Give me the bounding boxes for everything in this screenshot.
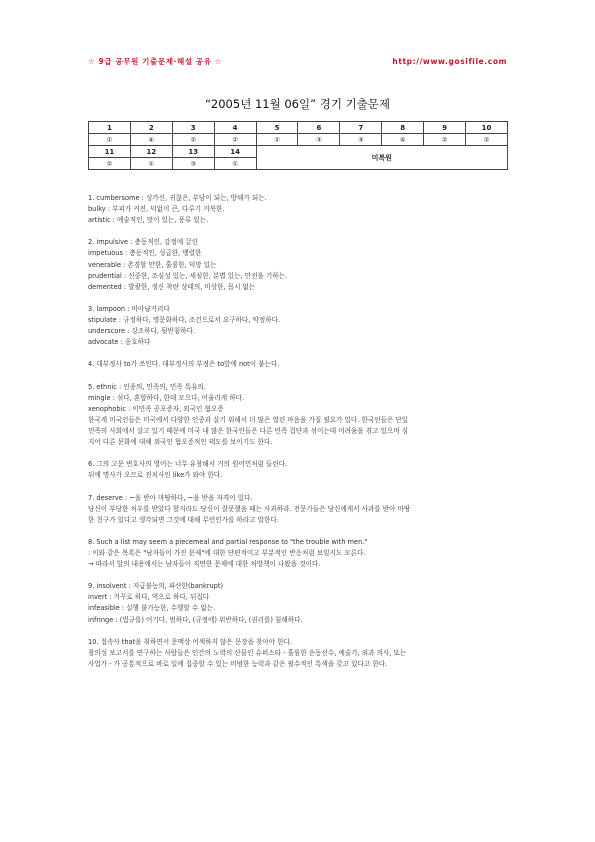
explanation-line: 2. impulsive : 충동적인, 감정에 끌린 xyxy=(88,238,199,247)
explanation-line: 당신이 부당한 처우를 받았다 할지라도 당신이 잘못했을 때는 사과하라. 전문가들은 당신에게서 사과를 받아 마땅 xyxy=(88,504,411,513)
page-header xyxy=(88,54,507,68)
header-site-link[interactable]: http://www.gosifile.com xyxy=(392,56,507,66)
explanation-line: artistic : 예술적인, 멋이 있는, 풍류 있는. xyxy=(88,216,209,225)
answer-cell: ③ xyxy=(340,134,382,146)
answer-table xyxy=(88,121,508,170)
question-number: 12 xyxy=(130,146,172,158)
explanation-line: 1. cumbersome : 성가신, 귀찮은, 부담이 되는, 방해가 되는. xyxy=(88,194,267,202)
explanation-line: bulky : 부피가 커진, 덕없이 큰, 다루기 거북한. xyxy=(88,205,225,214)
explanation-line: 9. insolvent : 지급불능의, 파산한(bankrupt) xyxy=(88,582,224,591)
answer-table-number-row xyxy=(89,146,508,158)
explanation-line: prudential : 신중한, 조심성 있는, 세심한, 분별 있는, 만전을 기하는. xyxy=(88,271,288,280)
question-number: 4 xyxy=(214,122,256,134)
section-spacer xyxy=(88,481,518,492)
explanation-line: 8. Such a list may seem a piecemeal and partial response to "the trouble with men." xyxy=(88,537,368,546)
answer-cell: ② xyxy=(466,134,508,146)
section-spacer xyxy=(88,226,518,237)
answer-cell: ② xyxy=(89,158,131,170)
explanation-line: 지어 다른 문화에 대해 외국인 혐오증적인 태도를 보이기도 한다. xyxy=(88,438,273,447)
header-site-slogan: ☆ 9급 공무원 기출문제·해설 공유 ☆ xyxy=(88,56,223,66)
explanation-section xyxy=(88,359,518,370)
explanation-line: 창의성 보고서를 연구하는 사람들은 인간의 노력의 산물인 슈퍼스타 - 훌륭한 운동선수, 예술가, 외과 의사, 또는 xyxy=(88,648,407,657)
explanation-line: invert : 거꾸로 하다, 역으로 하다, 뒤집다 xyxy=(88,593,210,602)
explanation-line: mingle : 섞다, 혼합하다, 한데 모으다, 어울리게 하다. xyxy=(88,393,245,402)
question-number: 7 xyxy=(340,122,382,134)
explanation-line: venerable : 존경할 만한, 훌륭한, 덕망 있는 xyxy=(88,260,217,269)
explanation-line: 6. 그의 고문 변호사의 영어는 너무 유창해서 거의 원어민처럼 들린다. xyxy=(88,460,288,469)
explanation-section xyxy=(88,537,518,570)
question-number: 3 xyxy=(172,122,214,134)
question-number: 11 xyxy=(89,146,131,158)
unsolved-label: 미복원 xyxy=(256,146,507,170)
section-spacer xyxy=(88,348,518,359)
answer-cell: ④ xyxy=(130,134,172,146)
question-number: 10 xyxy=(466,122,508,134)
explanation-line: 3. lampoon : 비아냥거리다 xyxy=(88,304,170,313)
explanation-line: impetuous : 충동적인, 성급한, 맹렬한 xyxy=(88,249,202,258)
section-spacer xyxy=(88,448,518,459)
explanation-line: 10. 접속사 that을 취하면서 문맥상 어색하지 않은 문장을 찾아야 한다. xyxy=(88,637,293,646)
explanation-section xyxy=(88,581,518,625)
answer-cell: ② xyxy=(172,134,214,146)
question-number: 13 xyxy=(172,146,214,158)
explanation-section xyxy=(88,637,518,670)
explanation-section xyxy=(88,237,518,292)
question-number: 2 xyxy=(130,122,172,134)
explanation-body xyxy=(88,193,518,670)
explanation-line: 5. ethnic : 인종의, 민족의, 민족 특유의. xyxy=(88,382,206,391)
section-spacer xyxy=(88,570,518,581)
explanation-section xyxy=(88,304,518,348)
explanation-line: demented : 발광한, 정신 착란 상태의, 미상한, 몹시 없는 xyxy=(88,282,256,291)
question-number: 8 xyxy=(382,122,424,134)
question-number: 5 xyxy=(256,122,298,134)
section-spacer xyxy=(88,293,518,304)
answer-cell: ② xyxy=(256,134,298,146)
answer-cell: ② xyxy=(214,134,256,146)
explanation-line: underscore : 강조하다, 뒷받침하다. xyxy=(88,327,196,336)
answer-cell: ③ xyxy=(298,134,340,146)
explanation-line: stipulate : 규정하다, 명문화하다, 조건으로서 요구하다, 약정하다. xyxy=(88,316,281,325)
explanation-line: xenophobic : 이민족 공포증자, 외국인 혐오증 xyxy=(88,404,224,413)
explanation-line: 민족의 사회에서 살고 있기 때문에 미국 내 많은 한국인들은 다른 민족 집단과 섞이는데 어려움을 겪고 있으며 심 xyxy=(88,426,409,435)
answer-cell: ① xyxy=(214,158,256,170)
section-spacer xyxy=(88,626,518,637)
question-number: 9 xyxy=(424,122,466,134)
answer-cell: ② xyxy=(424,134,466,146)
explanation-section xyxy=(88,493,518,526)
explanation-line: → 따라서 앞의 내용에서는 남자들이 직면한 문제에 대한 처방책이 나왔을 것이다. xyxy=(88,560,321,569)
answer-cell: ① xyxy=(130,158,172,170)
explanation-line: 뒤에 명사가 오므로 전치사인 like가 와야 한다. xyxy=(88,471,223,480)
explanation-line: 4. 대부정사 to가 쓰인다. 대부정사의 부정은 to앞에 not이 붙는다. xyxy=(88,360,280,369)
explanation-line: 사업가 - 가 공통적으로 바로 일에 집중할 수 있는 비범한 능력과 같은 필수적인 특색을 갖고 있다고 한다. xyxy=(88,659,388,668)
answer-cell: ④ xyxy=(382,134,424,146)
explanation-line: infeasible : 실행 불가능한, 수행할 수 없는. xyxy=(88,604,216,613)
explanation-line: 7. deserve : ~을 받아 마땅하다, ~을 받을 자격이 있다. xyxy=(88,493,253,502)
section-spacer xyxy=(88,371,518,382)
explanation-line: 한국계 미국인들은 미국에서 다양한 인종과 살기 위해서 더 많은 열린 마음을 가질 필요가 있다. 한국인들은 단일 xyxy=(88,415,409,424)
explanation-line: : 이와 같은 목록은 "남자들이 가진 문제"에 대한 단편적이고 부분적인 반응처럼 보일지도 모른다. xyxy=(88,549,366,557)
section-spacer xyxy=(88,526,518,537)
question-number: 14 xyxy=(214,146,256,158)
answer-cell: ③ xyxy=(172,158,214,170)
answer-cell: ① xyxy=(89,134,131,146)
explanation-section xyxy=(88,382,518,449)
answer-table-number-row xyxy=(89,122,508,134)
page-title: “2005년 11월 06일” 경기 기출문제 xyxy=(204,97,391,111)
answer-table-answer-row xyxy=(89,134,508,146)
question-number: 6 xyxy=(298,122,340,134)
explanation-section xyxy=(88,459,518,481)
explanation-section xyxy=(88,193,518,226)
explanation-line: 한 친구가 있다고 생각되면 그것에 대해 무언인가를 하라고 말한다. xyxy=(88,515,279,524)
explanation-line: advocate : 옹호하다 xyxy=(88,338,151,347)
explanation-line: infringe : (법규를) 어기다, 범하다, (규정에) 위반하다, (권리를) 침해하다. xyxy=(88,615,303,624)
question-number: 1 xyxy=(89,122,131,134)
